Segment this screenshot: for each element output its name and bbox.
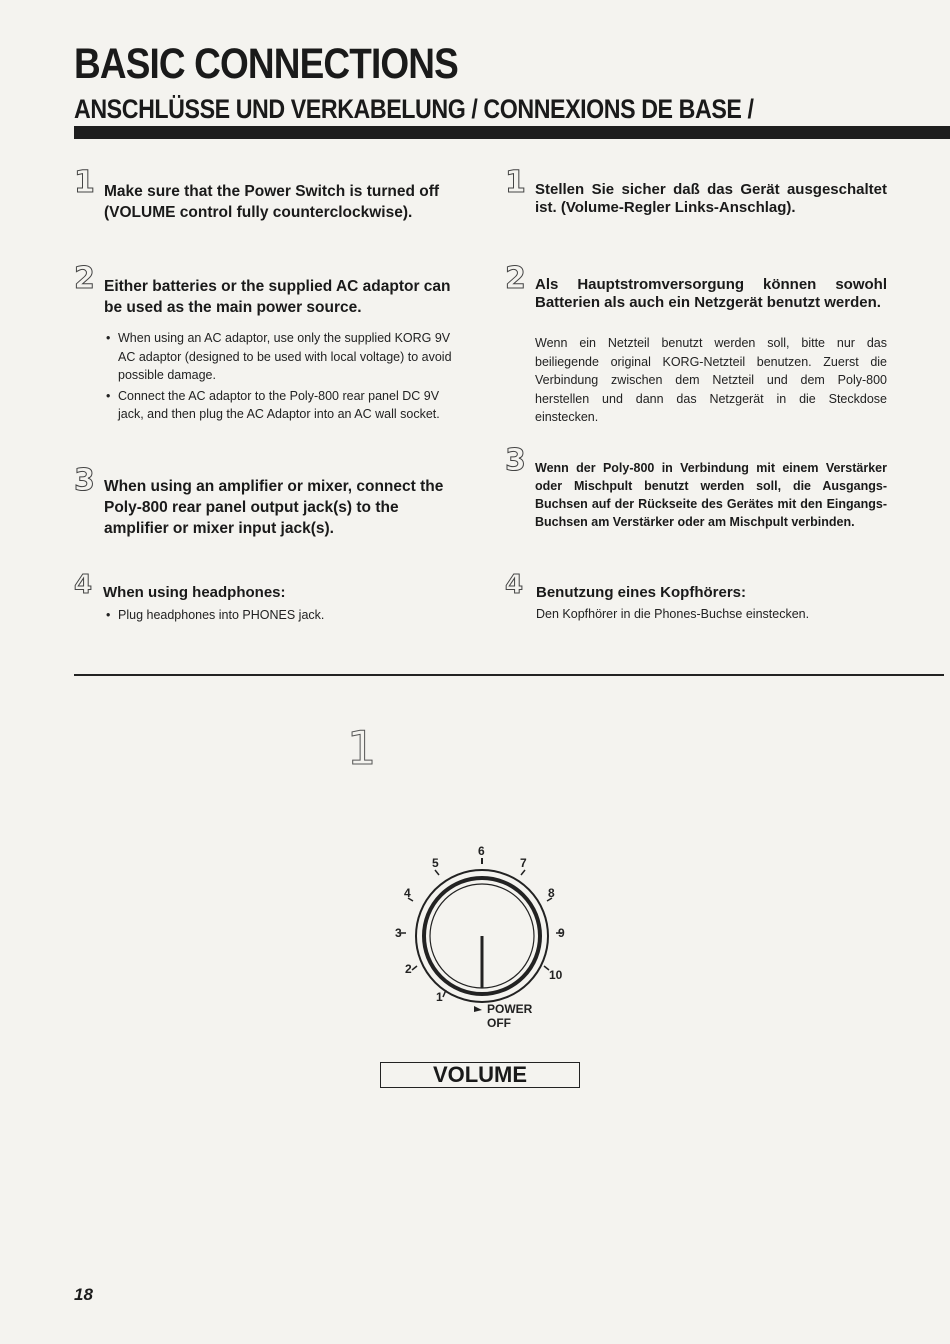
de-step2-body: Wenn ein Netzteil benutzt werden soll, bitte nur das beiliegende original KORG-Netzteil benutzen. Zuerst die Verbindung zwischen dem Netzteil und dem Poly-800 herstellen und dann das Netzgerät in die Steckdose einstecken. [535, 336, 887, 424]
figure-step-number: 1 [347, 721, 377, 775]
en-step4-bullet: • Plug headphones into PHONES jack. [104, 606, 444, 625]
dial-label: 8 [548, 886, 555, 900]
dial-label: 9 [558, 926, 565, 940]
power-label: POWER [487, 1002, 533, 1016]
en-step2-number: 2 [74, 261, 95, 296]
page-number: 18 [74, 1285, 93, 1304]
dial-label: 3 [395, 926, 402, 940]
en-step2-text: Either batteries or the supplied AC adaptor can be used as the main power source. [104, 278, 451, 316]
de-step3-number: 3 [505, 443, 526, 478]
en-step4-number: 4 [74, 570, 93, 600]
en-step2-bullet: • When using an AC adaptor, use only the supplied KORG 9V AC adaptor (designed to be used with local voltage) to avoid possible damage. [104, 329, 458, 385]
en-step2-bullet: • Connect the AC adaptor to the Poly-800 rear panel DC 9V jack, and then plug the AC Adaptor into an AC wall socket. [104, 387, 458, 424]
en-step3-text: When using an amplifier or mixer, connect the Poly-800 rear panel output jack(s) to the amplifier or mixer input jack(s). [104, 478, 444, 537]
en-step3-number: 3 [74, 463, 95, 498]
page-title: BASIC CONNECTIONS [74, 40, 458, 88]
volume-dial-icon [390, 840, 580, 1030]
de-step3-text: Wenn der Poly-800 in Verbindung mit einem Verstärker oder Mischpult benutzt werden soll, die Ausgangs-Buchsen auf der Rückseite des Gerätes mit den Eingangs-Buchsen am Verstärker oder am Mischpult verbinden. [535, 461, 887, 529]
dial-label: 7 [520, 856, 527, 870]
title-bar [74, 126, 950, 139]
volume-caption: VOLUME [380, 1062, 580, 1088]
dial-label: 6 [478, 844, 485, 858]
dial-label: 2 [405, 962, 412, 976]
de-step2-text: Als Hauptstromversorgung können sowohl Batterien als auch ein Netzgerät benutzt werden. [535, 276, 887, 311]
de-step4-body: Den Kopfhörer in die Phones-Buchse einstecken. [536, 607, 810, 621]
dial-label: 10 [549, 968, 563, 982]
dial-label: 4 [404, 886, 411, 900]
section-divider [74, 674, 944, 676]
en-step4-bullets [104, 606, 444, 625]
en-step1-number: 1 [74, 165, 95, 200]
dial-label: 5 [432, 856, 439, 870]
de-step1-text: Stellen Sie sicher daß das Gerät ausgeschaltet ist. (Volume-Regler Links-Anschlag). [535, 181, 887, 216]
en-step1-text: Make sure that the Power Switch is turned off (VOLUME control fully counterclockwise). [104, 183, 440, 221]
de-step4-text: Benutzung eines Kopfhörers: [536, 584, 747, 601]
page-subtitle: ANSCHLÜSSE UND VERKABELUNG / CONNEXIONS DE BASE / [74, 94, 754, 124]
en-step4-text: When using headphones: [103, 584, 286, 601]
dial-label: 1 [436, 990, 443, 1004]
en-step2-bullets [104, 329, 458, 424]
de-step4-number: 4 [505, 570, 524, 600]
de-step2-number: 2 [505, 261, 526, 296]
de-step1-number: 1 [505, 165, 526, 200]
off-label: OFF [487, 1016, 511, 1030]
